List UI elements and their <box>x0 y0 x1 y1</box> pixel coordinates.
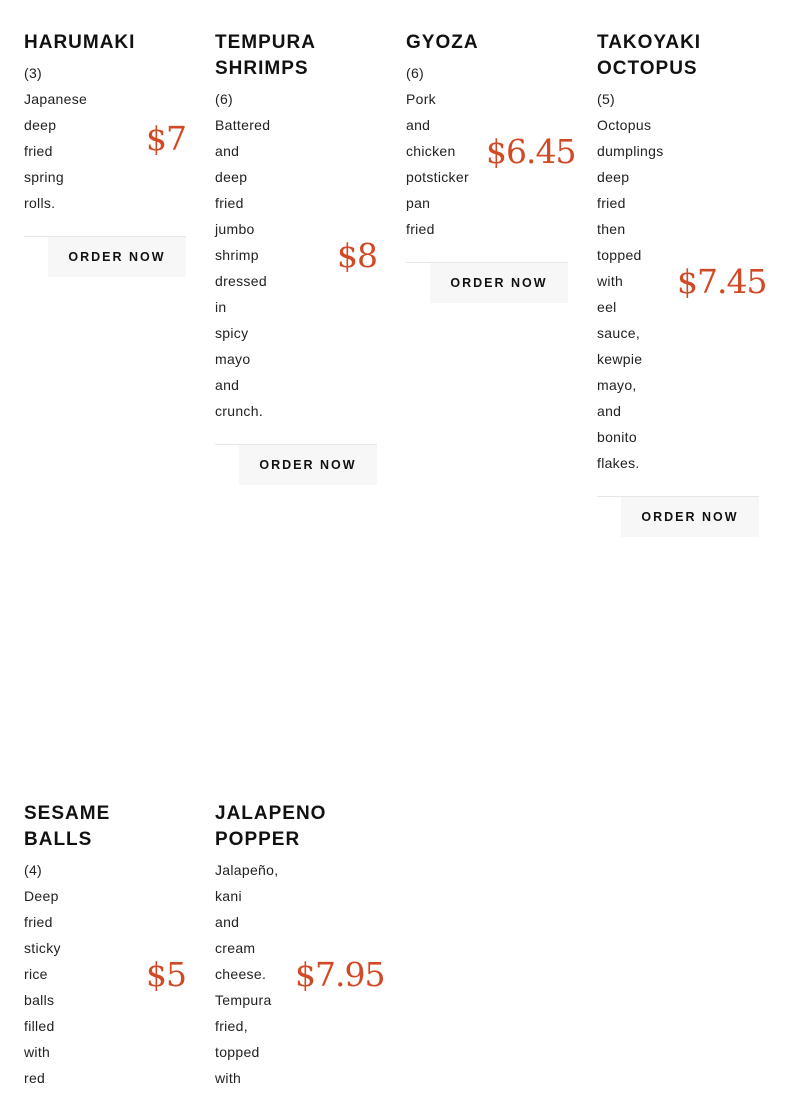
item-price: $7.45 <box>677 261 767 301</box>
order-now-button[interactable]: ORDER NOW <box>621 497 759 537</box>
item-description: Octopus dumplings deep fried then topped with eel sauce, kewpie mayo, and bonito flakes. <box>597 117 664 471</box>
item-title: GYOZA <box>406 32 479 53</box>
item-description: Pork and chicken potsticker pan fried <box>406 91 469 237</box>
item-body <box>215 86 377 424</box>
item-title: TAKOYAKI OCTOPUS <box>597 32 702 79</box>
menu-row-2 <box>24 801 385 1091</box>
item-description: Jalapeño, kani and cream cheese. Tempura fried, topped with <box>215 862 279 1086</box>
item-description: Battered and deep fried jumbo shrimp dressed in spicy mayo and crunch. <box>215 117 271 419</box>
menu-item-harumaki <box>24 30 186 537</box>
item-title: HARUMAKI <box>24 32 136 53</box>
menu-row-1 <box>24 30 767 537</box>
order-now-button[interactable]: ORDER NOW <box>48 237 186 277</box>
item-description: Japanese deep fried spring rolls. <box>24 91 88 211</box>
item-count: (5) <box>597 91 616 107</box>
item-body <box>24 857 186 1091</box>
menu-item-tempura-shrimps <box>215 30 377 537</box>
menu-item-gyoza <box>406 30 576 537</box>
item-price: $7.95 <box>295 954 385 994</box>
order-now-button[interactable]: ORDER NOW <box>430 263 568 303</box>
item-count: (6) <box>215 91 234 107</box>
item-body <box>597 86 767 476</box>
item-body <box>24 60 186 216</box>
item-price: $8 <box>337 235 377 275</box>
item-price: $5 <box>146 954 186 994</box>
item-description: Deep fried sticky rice balls filled with red <box>24 888 61 1086</box>
menu-item-takoyaki-octopus <box>597 30 767 537</box>
item-count: (6) <box>406 65 425 81</box>
item-body <box>215 857 385 1091</box>
item-title: JALAPENO POPPER <box>215 803 327 850</box>
menu-item-sesame-balls <box>24 801 186 1091</box>
item-count: (4) <box>24 862 43 878</box>
item-title: SESAME BALLS <box>24 803 111 850</box>
menu-item-jalapeno-popper <box>215 801 385 1091</box>
item-count: (3) <box>24 65 43 81</box>
item-price: $6.45 <box>486 131 576 171</box>
item-body <box>406 60 576 242</box>
item-price: $7 <box>146 118 186 158</box>
item-title: TEMPURA SHRIMPS <box>215 32 316 79</box>
order-now-button[interactable]: ORDER NOW <box>239 445 377 485</box>
